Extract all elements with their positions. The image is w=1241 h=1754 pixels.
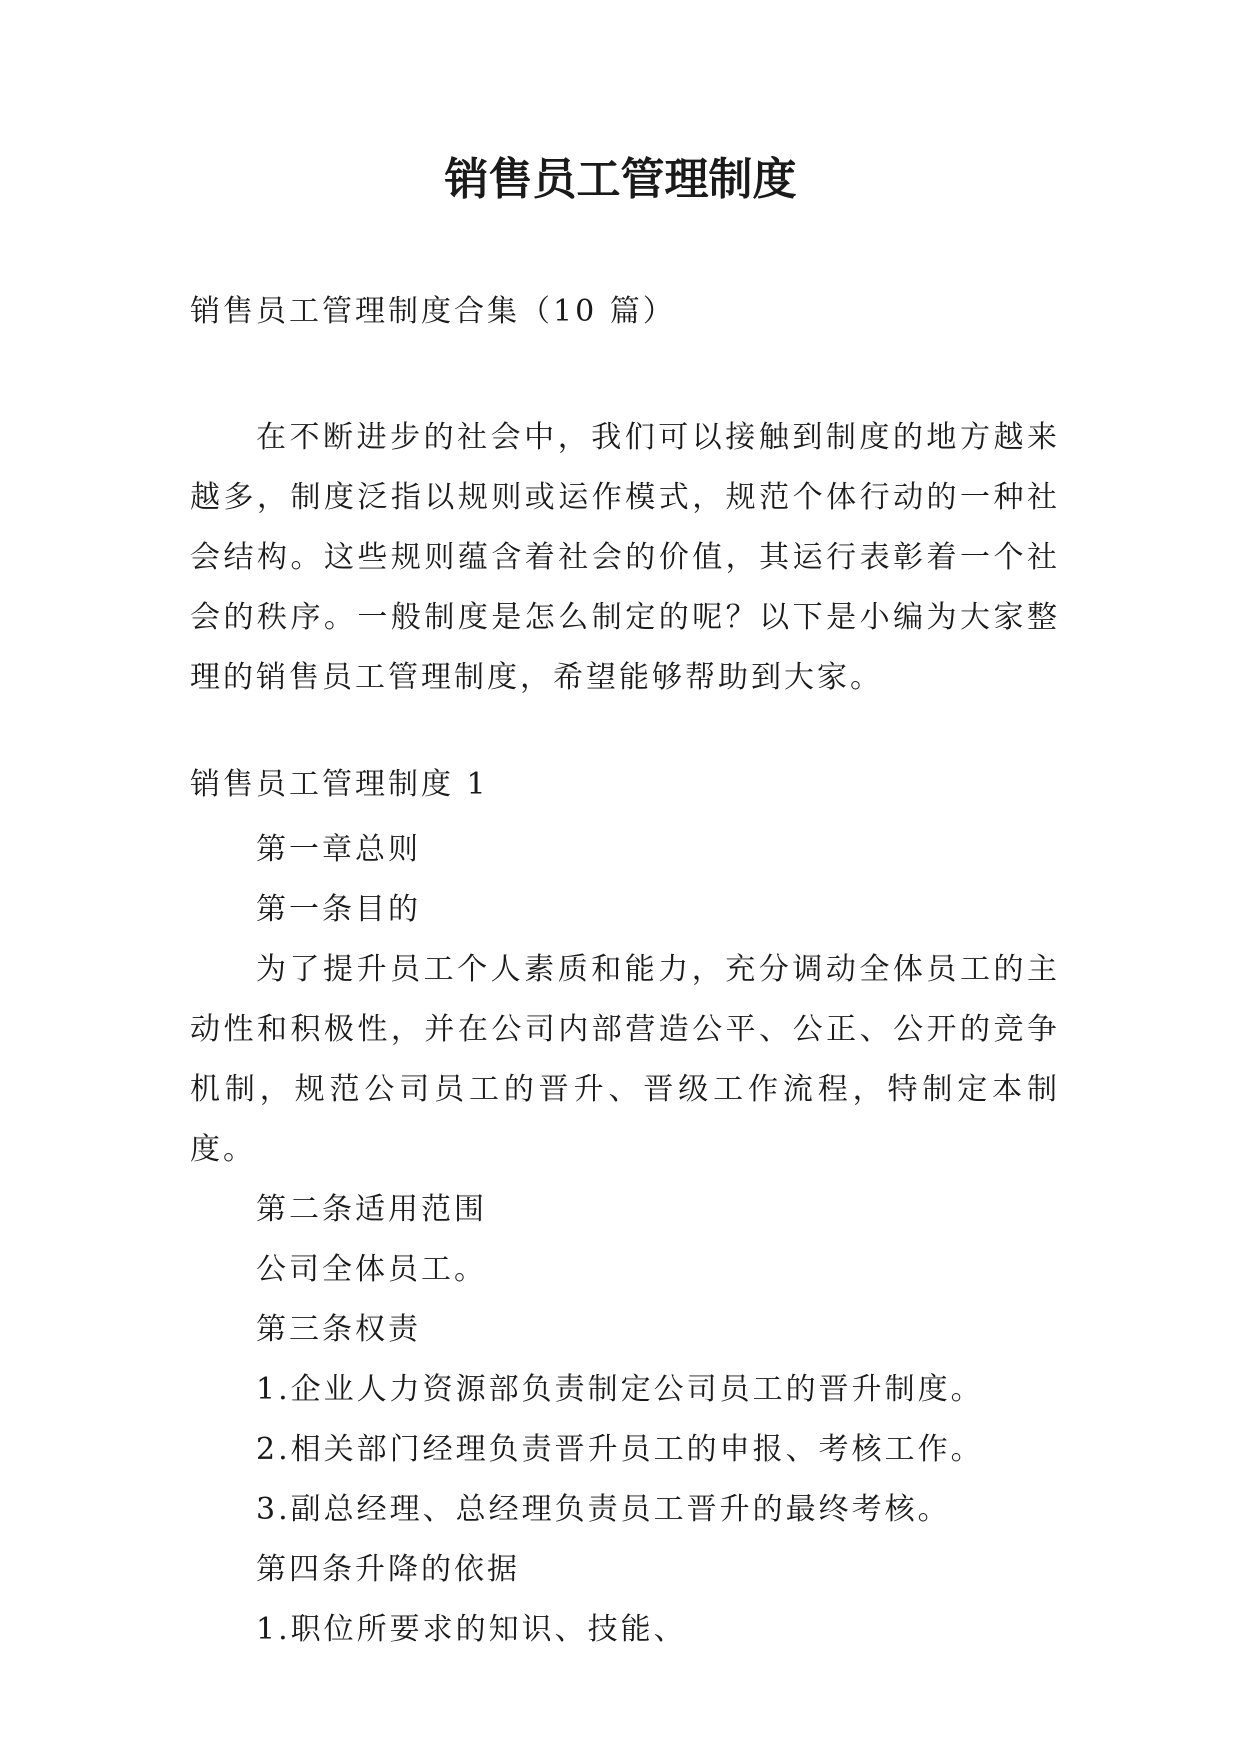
article-2-title: 第二条适用范围 <box>256 1192 487 1227</box>
article-4-item: 1.职位所要求的知识、技能、 <box>256 1612 687 1647</box>
article-4-title: 第四条升降的依据 <box>256 1552 520 1587</box>
article-3-title: 第三条权责 <box>256 1312 421 1347</box>
article-1-body: 为了提升员工个人素质和能力，充分调动全体员工的主动性和积极性，并在公司内部营造公平、公正、公开的竞争机制，规范公司员工的晋升、晋级工作流程，特制定本制度。 <box>190 952 1060 1167</box>
article-3-item: 1.企业人力资源部负责制定公司员工的晋升制度。 <box>256 1372 984 1407</box>
intro-paragraph: 在不断进步的社会中，我们可以接触到制度的地方越来越多，制度泛指以规则或运作模式，规范个体行动的一种社会结构。这些规则蕴含着社会的价值，其运行表彰着一个社会的秩序。一般制度是怎么制定的呢？以下是小编为大家整理的销售员工管理制度，希望能够帮助到大家。 <box>190 420 1060 695</box>
document-subtitle: 销售员工管理制度合集（10 篇） <box>190 294 676 329</box>
article-3-item: 2.相关部门经理负责晋升员工的申报、考核工作。 <box>256 1432 984 1467</box>
article-2-body: 公司全体员工。 <box>256 1252 487 1287</box>
chapter-heading: 第一章总则 <box>256 832 421 867</box>
article-1-title: 第一条目的 <box>256 892 421 927</box>
article-3-item: 3.副总经理、总经理负责员工晋升的最终考核。 <box>256 1492 951 1527</box>
section-heading: 销售员工管理制度 1 <box>190 767 489 802</box>
document-title: 销售员工管理制度 <box>444 154 797 205</box>
section-body <box>190 820 1060 1660</box>
